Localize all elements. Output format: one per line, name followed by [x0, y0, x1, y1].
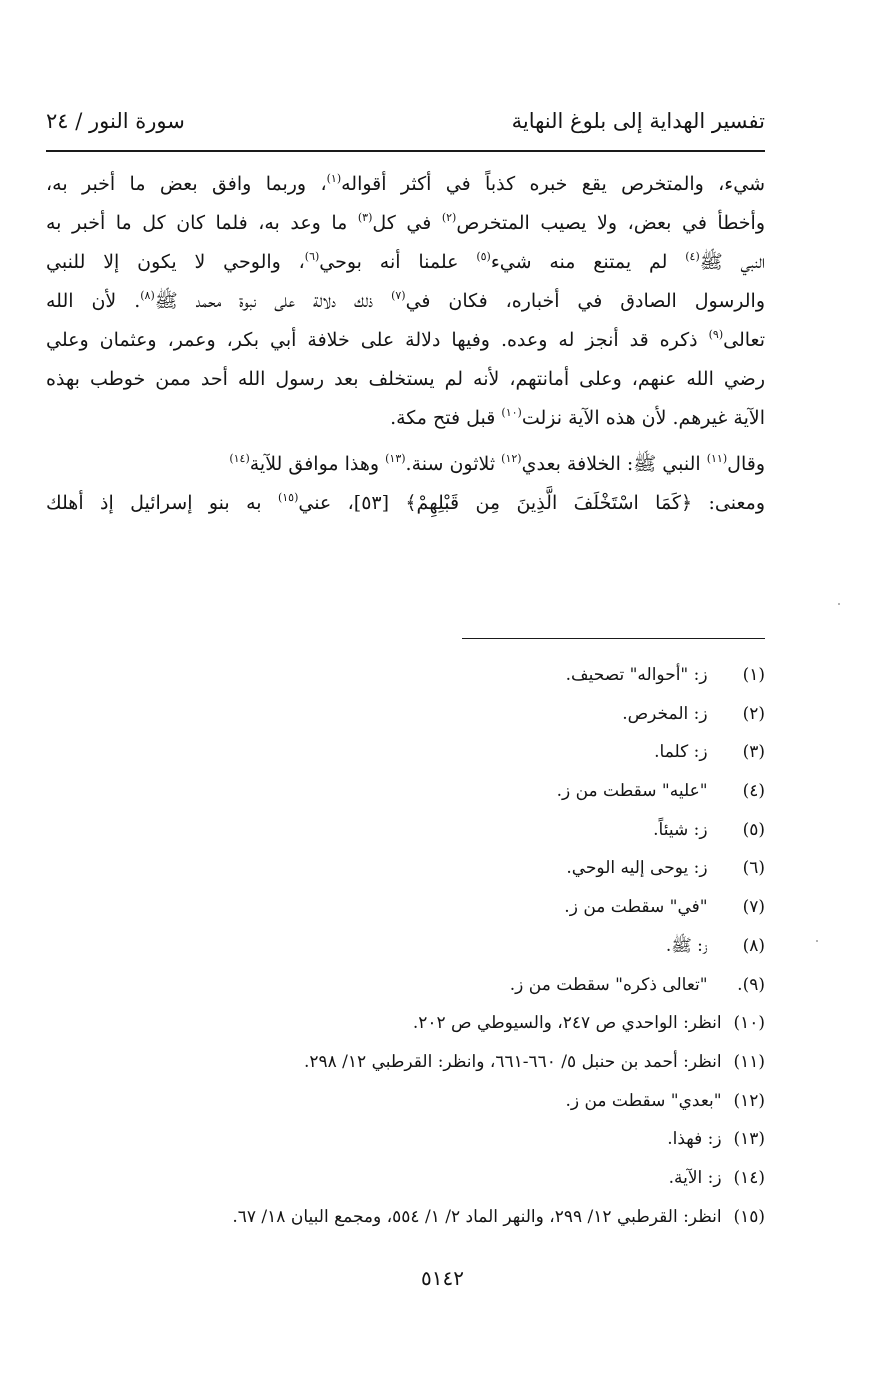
footnote-text: ز: شيئاً. [653, 819, 708, 840]
scan-speck [838, 603, 840, 605]
footnote [46, 852, 765, 891]
footnote [46, 1007, 765, 1046]
footnote-separator [462, 638, 765, 639]
footnote [46, 814, 765, 853]
running-header [46, 103, 765, 147]
footnote [46, 775, 765, 814]
surah-title: سورة النور / ٢٤ [46, 109, 185, 133]
footnote [46, 1085, 765, 1124]
main-text [46, 165, 765, 523]
footnote-number: (٣) [742, 742, 765, 763]
footnote [46, 659, 765, 698]
footnote-text: "عليه" سقطت من ز. [556, 781, 708, 802]
footnote [46, 1162, 765, 1201]
footnote-number: (١٢) [733, 1090, 765, 1111]
footnote-text: "تعالى ذكره" سقطت من ز. [509, 974, 708, 995]
text-line: شيء، والمتخرص يقع خبره كذباً في أكثر أقواله$^{(١)}$، وربما وافق بعض ما أخبر به، [46, 172, 765, 195]
footnote-text: "بعدي" سقطت من ز. [565, 1090, 722, 1111]
footnote [46, 930, 765, 969]
footnote-text: انظر: الواحدي ص ٢٤٧، والسيوطي ص ٢٠٢. [412, 1013, 722, 1034]
footnote-number: (٢) [742, 703, 765, 724]
scan-speck [816, 940, 818, 942]
text-line: النبي ﷺ$^{(٤)}$ لم يمتنع منه شيء$^{(٥)}$ علمنا أنه بوحي$^{(٦)}$، والوحي لا يكون إلا للنبي [46, 250, 765, 273]
text-line: تعالى$^{(٩)}$ ذكره قد أنجز له وعده. وفيها دلالة على خلافة أبي بكر، وعمر، وعثمان وعلي [46, 328, 765, 351]
footnote-text: انظر: القرطبي ١٢/ ٢٩٩، والنهر الماد ٢/ ١/ ٥٥٤، ومجمع البيان ١٨/ ٦٧. [232, 1206, 722, 1227]
header-rule [46, 150, 765, 152]
footnote-number: (٨) [742, 935, 765, 956]
footnote-number: (٦) [742, 858, 765, 879]
footnote-text: ز: "أحواله" تصحيف. [565, 665, 708, 685]
footnote-number: (١٤) [733, 1167, 765, 1188]
footnote-number: (٧) [742, 897, 765, 918]
footnote-text: ز: يوحى إليه الوحي. [566, 858, 708, 879]
page-number: ٥١٤٢ [421, 1266, 464, 1290]
footnote-number: (٥) [742, 819, 765, 840]
footnote [46, 891, 765, 930]
footnote-number: (١١) [733, 1051, 765, 1072]
footnote [46, 736, 765, 775]
footnote [46, 1046, 765, 1085]
footnote-text: "في" سقطت من ز. [564, 897, 708, 918]
footnote-number: (١) [742, 665, 765, 685]
footnote [46, 698, 765, 737]
footnote-text: ز: الآية. [668, 1167, 722, 1188]
footnote-number: (١٣) [733, 1129, 765, 1150]
text-line: وقال$^{(١١)}$ النبي ﷺ: الخلافة بعدي$^{(١٢)}$ ثلاثون سنة.$^{(١٣)}$ وهذا موافق للآية$^{(١٤)}$ [229, 452, 765, 475]
footnote-number: (٩). [737, 974, 765, 995]
footnotes [46, 659, 765, 1239]
text-line: وأخطأ في بعض، ولا يصيب المتخرص$^{(٢)}$ في كل$^{(٣)}$ ما وعد به، فلما كان كل ما أخبر به [46, 211, 765, 234]
text-line: الآية غيرهم. لأن هذه الآية نزلت$^{(١٠)}$ قبل فتح مكة. [390, 406, 765, 429]
footnote [46, 969, 765, 1008]
footnote-number: (١٠) [733, 1013, 765, 1034]
footnote-text: ز: المخرص. [622, 703, 708, 724]
footnote-text: ز: كلما. [654, 742, 708, 763]
footnote [46, 1123, 765, 1162]
text-line: والرسول الصادق في أخباره، فكان في$^{(٧)}$ ذلك دلالة على نبوة محمد ﷺ$^{(٨)}$. لأن الله [46, 289, 765, 312]
footnote-number: (٤) [742, 781, 765, 802]
text-line: ومعنى: ﴿كَمَا اسْتَخْلَفَ الَّذِينَ مِن قَبْلِهِمْ﴾ [٥٣]، عني$^{(١٥)}$ به بنو إسرائيل إذ أهلك [46, 491, 765, 514]
footnote-text: انظر: أحمد بن حنبل ٥/ ٦٦٠-٦٦١، وانظر: القرطبي ١٢/ ٢٩٨. [303, 1051, 722, 1072]
footnote-number: (١٥) [733, 1206, 765, 1227]
book-title: تفسير الهداية إلى بلوغ النهاية [511, 109, 765, 133]
footnote [46, 1201, 765, 1240]
footnote-text: ز: فهذا. [667, 1129, 722, 1150]
text-line: رضي الله عنهم، وعلى أمانتهم، لأنه لم يستخلف بعد رسول الله أحد ممن خوطب بهذه [46, 368, 765, 390]
footnote-text: ز: ﷺ. [665, 935, 708, 956]
